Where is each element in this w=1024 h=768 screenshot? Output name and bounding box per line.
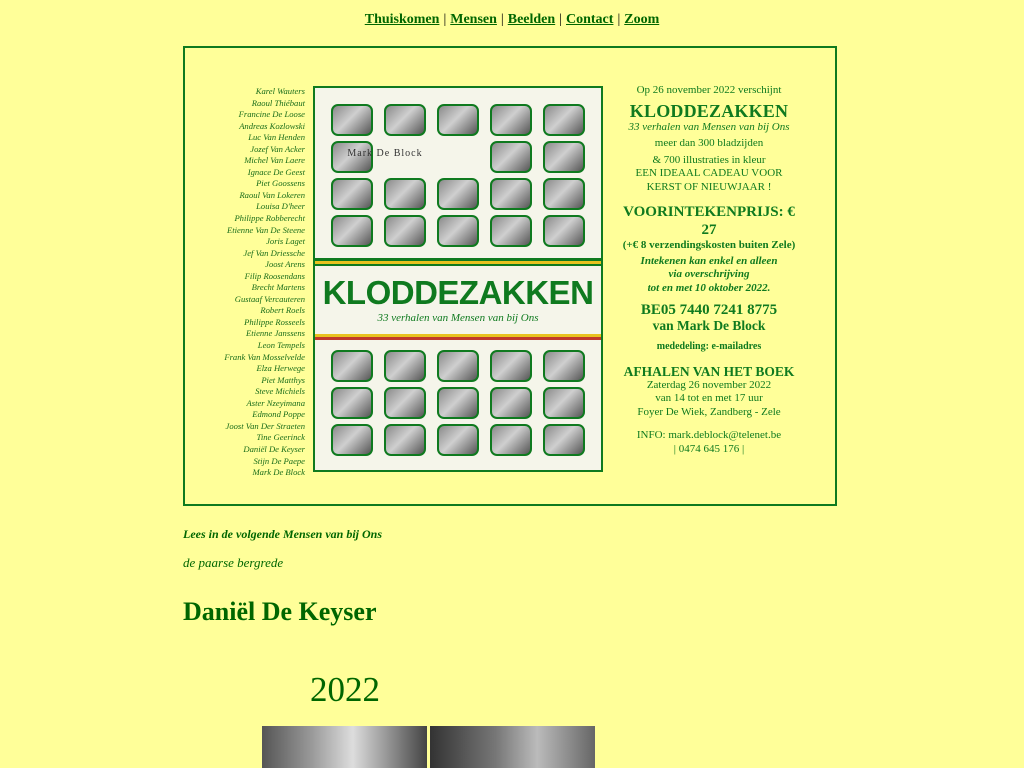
cover-portrait-photo xyxy=(384,350,426,382)
info-account-holder: van Mark De Block xyxy=(652,318,766,333)
photo-right xyxy=(430,726,595,768)
author-name: Robert Roels xyxy=(260,305,305,316)
nav-link-contact[interactable]: Contact xyxy=(566,12,614,27)
info-contact-email: INFO: mark.deblock@telenet.be xyxy=(636,429,782,441)
author-name: Francine De Loose xyxy=(238,109,305,120)
info-deadline: tot en met 10 oktober 2022. xyxy=(647,281,771,294)
nav-separator: | xyxy=(500,12,504,27)
cover-portrait-photo xyxy=(331,424,373,456)
info-release: Op 26 november 2022 verschijnt xyxy=(636,84,782,96)
book-announcement-banner xyxy=(183,46,837,506)
cover-portrait-photo xyxy=(543,178,585,210)
info-transfer: via overschrijving xyxy=(668,268,750,280)
info-gift: EEN IDEAAL CADEAU VOOR xyxy=(635,167,783,179)
cover-portrait-photo xyxy=(384,178,426,210)
nav-separator: | xyxy=(617,12,621,27)
author-name: Michel Van Laere xyxy=(244,155,305,166)
info-price: VOORINTEKENPRIJS: € 27 xyxy=(623,204,795,238)
author-names-list xyxy=(205,86,305,479)
cover-portrait-photo xyxy=(331,215,373,247)
cover-portrait-photo xyxy=(543,387,585,419)
cover-portrait-photo xyxy=(437,178,479,210)
info-pages: meer dan 300 bladzijden xyxy=(654,137,764,149)
stripe-red xyxy=(315,337,601,340)
cover-title: KLODDEZAKKEN xyxy=(322,274,594,311)
cover-portrait-photo xyxy=(490,215,532,247)
info-subtitle: 33 verhalen van Mensen van bij Ons xyxy=(628,120,790,133)
author-name: Filip Roosendans xyxy=(244,270,305,281)
info-title: KLODDEZAKKEN xyxy=(629,100,789,121)
author-name: Philippe Rosseels xyxy=(244,316,305,327)
author-name: Raoul Van Lokeren xyxy=(239,189,305,200)
author-name: Jef Van Driessche xyxy=(243,247,305,258)
cover-portrait-photo xyxy=(543,350,585,382)
intro-text: Lees in de volgende Mensen van bij Ons xyxy=(183,527,382,541)
author-name: Steve Michiels xyxy=(255,386,305,397)
author-name: Louisa D'heer xyxy=(256,201,305,212)
cover-portrait-photo xyxy=(384,104,426,136)
cover-portrait-photo xyxy=(384,387,426,419)
cover-portrait-photo xyxy=(543,215,585,247)
author-name: Daniël De Keyser xyxy=(243,443,305,454)
cover-photo-grid-top xyxy=(331,104,585,247)
cover-title-block xyxy=(315,264,601,340)
cover-portrait-photo xyxy=(543,104,585,136)
info-gift-2: KERST OF NIEUWJAAR ! xyxy=(646,180,772,193)
cover-portrait-photo xyxy=(437,424,479,456)
cover-portrait-photo xyxy=(543,424,585,456)
cover-portrait-photo xyxy=(437,350,479,382)
info-reference: mededeling: e-mailadres xyxy=(656,340,762,352)
author-name: Edmond Poppe xyxy=(252,409,305,420)
cover-portrait-photo xyxy=(490,424,532,456)
nav-link-zoom[interactable]: Zoom xyxy=(624,12,660,27)
cover-subtitle: 33 verhalen van Mensen van bij Ons xyxy=(377,312,539,324)
author-name: Frank Van Mosselvelde xyxy=(224,351,305,362)
author-name: Joris Laget xyxy=(266,236,305,247)
author-name: Piet Matthys xyxy=(261,374,305,385)
author-name: Brecht Martens xyxy=(251,282,305,293)
cover-portrait-photo xyxy=(490,141,532,173)
cover-portrait-photo xyxy=(437,104,479,136)
info-contact-phone: | 0474 645 176 | xyxy=(673,442,745,455)
cover-portrait-photo xyxy=(331,104,373,136)
author-name: Tine Geerinck xyxy=(256,432,305,443)
nav-link-mensen[interactable]: Mensen xyxy=(450,12,497,27)
cover-portrait-photo xyxy=(384,424,426,456)
info-illustrations: & 700 illustraties in kleur xyxy=(652,153,766,166)
cover-photo-grid-bottom xyxy=(331,350,585,456)
info-pickup-location: Foyer De Wiek, Zandberg - Zele xyxy=(637,405,781,418)
info-pickup-heading: AFHALEN VAN HET BOEK xyxy=(623,364,795,379)
info-subscribe: Intekenen kan enkel en alleen xyxy=(640,254,778,267)
cover-portrait-photo xyxy=(331,387,373,419)
nav-link-thuiskomen[interactable]: Thuiskomen xyxy=(364,12,440,27)
author-name: Philippe Robberecht xyxy=(234,213,305,224)
cover-author: Mark De Block xyxy=(347,148,423,159)
info-pickup-time: van 14 tot en met 17 uur xyxy=(655,392,763,404)
cover-portrait-photo xyxy=(490,350,532,382)
author-name: Joost Arens xyxy=(265,259,305,270)
author-name: Etienne Janssens xyxy=(246,328,305,339)
author-name: Aster Nzeyimana xyxy=(246,397,305,408)
author-name: Piet Goossens xyxy=(256,178,305,189)
author-name: Raoul Thiébaut xyxy=(251,97,305,108)
photo-left xyxy=(262,726,427,768)
story-subtitle: de paarse bergrede xyxy=(183,555,284,570)
top-navigation xyxy=(0,12,1024,28)
info-iban: BE05 7440 7241 8775 xyxy=(640,302,778,318)
cover-portrait-photo xyxy=(490,387,532,419)
author-name: Luc Van Henden xyxy=(248,132,305,143)
author-name: Ignace De Geest xyxy=(247,166,305,177)
book-cover xyxy=(313,86,603,472)
cover-portrait-photo xyxy=(331,178,373,210)
cover-portrait-photo xyxy=(437,215,479,247)
cover-portrait-photo xyxy=(437,387,479,419)
author-name: Jozef Van Acker xyxy=(250,143,305,154)
author-name: Stijn De Paepe xyxy=(253,455,305,466)
author-name: Karel Wauters xyxy=(255,86,305,96)
info-pickup-date: Zaterdag 26 november 2022 xyxy=(646,378,772,391)
book-info-panel xyxy=(615,84,803,456)
author-name: Mark De Block xyxy=(252,467,305,478)
author-name: Etienne Van De Steene xyxy=(226,224,305,235)
author-name: Leon Tempels xyxy=(257,340,305,351)
cover-portrait-photo xyxy=(384,215,426,247)
nav-link-beelden[interactable]: Beelden xyxy=(507,12,556,27)
cover-portrait-photo xyxy=(331,350,373,382)
person-name-heading: Daniël De Keyser xyxy=(183,597,377,626)
author-name: Gustaaf Vercauteren xyxy=(234,293,305,304)
cover-portrait-photo xyxy=(490,178,532,210)
nav-separator: | xyxy=(559,12,562,27)
nav-separator: | xyxy=(443,12,447,27)
year-heading: 2022 xyxy=(310,670,380,709)
cover-portrait-photo xyxy=(543,141,585,173)
cover-portrait-photo xyxy=(490,104,532,136)
info-shipping: (+€ 8 verzendingskosten buiten Zele) xyxy=(622,239,796,251)
author-name: Andreas Kozlowski xyxy=(239,120,305,131)
author-name: Joost Van Der Straeten xyxy=(225,420,305,431)
author-name: Elza Herwege xyxy=(256,363,305,374)
